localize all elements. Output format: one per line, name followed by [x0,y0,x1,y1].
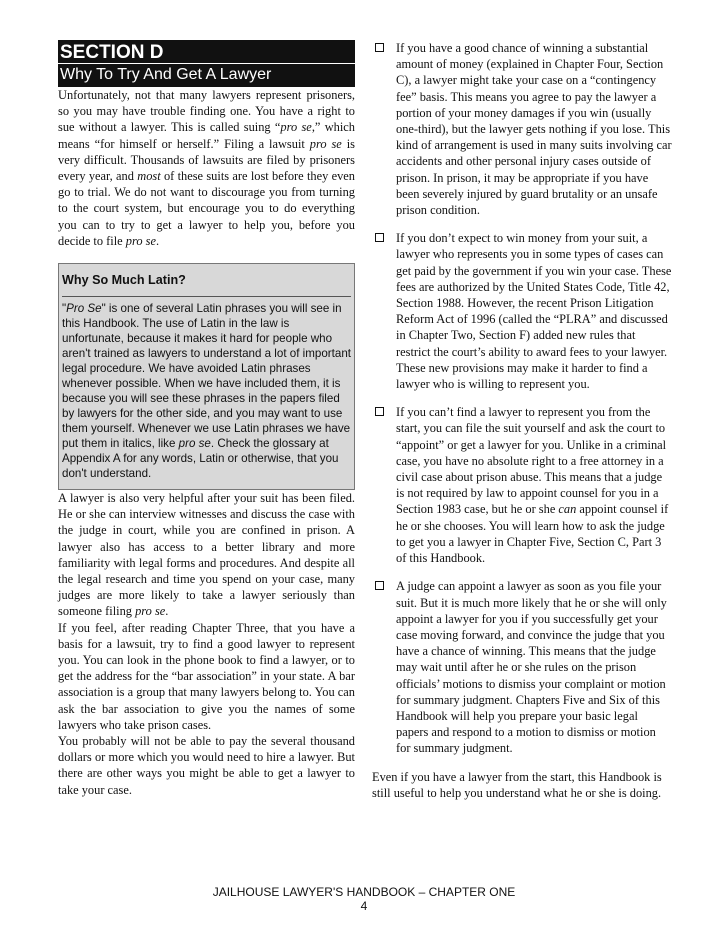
bullet-text [396,231,671,391]
sidebar-text [62,301,351,481]
italic-run: pro se [309,136,342,151]
italic-run: most [137,169,161,184]
bullet-item [372,40,672,218]
text-run: " is one of several Latin phrases you will see in this Handbook. The use of Latin in the law is unfortunate, because it makes it hard for people who aren't trained as lawyers to understand a lot of important legal procedure. We have avoided Latin phrases whenever possible. When we have included them, it is because you will see these phrases in the papers filed by lawyers for the other side, and you may want to use them yourself. Whenever we use Latin phrases we have put them in italics, like [62,302,351,451]
italic-run: can [558,502,577,517]
right-column [372,40,672,801]
text-run: If you have a good chance of winning a substantial amount of money (explained in Chapter Four, Section C), a lawyer might take your case on a “contingency fee” basis. This means you agree to pay the lawyer a portion of your money damages if you win (usually one-third), but the lawyer gets nothing if you lose. This kind of arrangement is used in many suits involving car accidents and other personal injury cases outside of prison. In prison, it may be appropriate if you have been severely injured by guard brutality or an unsafe prison condition. [396,41,672,218]
text-run: . Check the glossary at Appendix A for any words, Latin or otherwise, that you don't understand. [62,437,339,481]
footer-title: JAILHOUSE LAWYER'S HANDBOOK – CHAPTER ONE [212,885,516,899]
checkbox-bullet-icon [375,43,384,52]
sidebar-title: Why So Much Latin? [62,273,186,288]
section-title: SECTION D [60,42,164,63]
find-lawyer-paragraph [58,620,355,733]
italic-run: pro se [280,120,312,135]
page-footer [0,885,728,913]
pay-lawyer-paragraph [58,733,355,798]
italic-run: Pro Se [66,302,102,316]
bullet-item [372,578,672,756]
sidebar-divider [62,296,351,297]
text-run: of these suits are lost before they even go to trial. We do not want to discourage you from turning to the court system, but encourage you to do everything you can to try to get a lawyer to help you, before you decide to file [58,169,355,248]
section-subtitle: Why To Try And Get A Lawyer [58,63,355,87]
bullet-text [396,41,672,217]
text-run: You probably will not be able to pay the several thousand dollars or more which you would need to hire a lawyer. But there are other ways you might be able to get a lawyer to take your case. [58,734,355,797]
page-number: 4 [360,899,368,913]
italic-run: pro se [125,233,156,248]
left-column [58,40,355,798]
text-run: Unfortunately, not that many lawyers represent prisoners, so you may have trouble finding one. You have a right to sue without a lawyer. This is called suing “ [58,88,355,135]
text-run: . [155,233,160,248]
italic-run: pro se [178,437,211,451]
text-run: A lawyer is also very helpful after your suit has been filed. He or she can interview witnesses and discuss the case with the judge in court, while you are confined in prison. A lawyer also has access to a better library and more familiarity with legal forms and procedures. And despite all the legal research and time you spend on your case, many judges are more likely to take a lawyer seriously than someone filing [58,491,355,619]
intro-paragraph [58,87,355,249]
text-run: . [165,604,169,619]
bullet-text [396,579,667,755]
text-run: " [62,302,67,316]
bullet-item [372,230,672,392]
closing-paragraph: Even if you have a lawyer from the start, this Handbook is still useful to help you understand what he or she is doing. [372,769,662,800]
text-run: If you can’t find a lawyer to represent you from the start, you can file the suit yourself and ask the court to “appoint” or get a lawyer for you. Unlike in a criminal case, you have no absolute right to a free attorney in a civil case about prison abuse. This means that a judge is not required by law to appoint counsel for you in a Section 1983 case, but he or she [396,405,667,517]
lawyer-helpful-paragraph [58,490,355,620]
text-run: appoint counsel if he or she chooses. You will learn how to ask the judge to get you a lawyer in Chapter Five, Section C, Part 3 of this Handbook. [396,502,669,566]
text-run: is very difficult. Thousands of lawsuits are filed by prisoners every year, and [58,136,355,184]
checkbox-bullet-icon [375,407,384,416]
text-run: ,” which means “for himself or herself.” Filing a lawsuit [58,120,355,151]
checkbox-bullet-icon [375,581,384,590]
italic-run: pro se [135,604,166,619]
checkbox-bullet-icon [375,233,384,242]
text-run: If you feel, after reading Chapter Three, that you have a basis for a lawsuit, try to find a good lawyer to represent you. You can look in the phone book to find a lawyer, or to get the address for the “bar association” in your state. A bar association is a group that many lawyers belong to. You can ask the bar association to give you the names of some lawyers who take prison cases. [58,620,355,732]
bullet-text [396,405,668,565]
text-run: A judge can appoint a lawyer as soon as you file your suit. But it is much more likely that he or she will only appoint a lawyer for you if you successfully get your case moving forward, and convince the judge that you have a chance of winning. This means that the judge may wait until after he or she rules on the prison officials’ motions to dismiss your complaint or motion for summary judgment. Chapters Five and Six of this Handbook will help you prepare your basic legal papers and respond to a motion to dismiss or motion for summary judgment. [396,579,667,756]
bullet-item [372,404,672,566]
latin-sidebar-box [58,263,355,490]
text-run: If you don’t expect to win money from your suit, a lawyer who represents you in some types of cases can get paid by the government if you win your case. These fees are authorized by the United States Code, Title 42, Section 1988. However, the recent Prison Litigation Reform Act of 1996 (called the “PLRA” and discussed in Chapter Two, Section F) added new rules that restrict the court’s ability to award fees to your lawyer. These new provisions may make it harder to find a lawyer who is willing to represent you. [396,231,672,392]
section-header [58,40,355,87]
